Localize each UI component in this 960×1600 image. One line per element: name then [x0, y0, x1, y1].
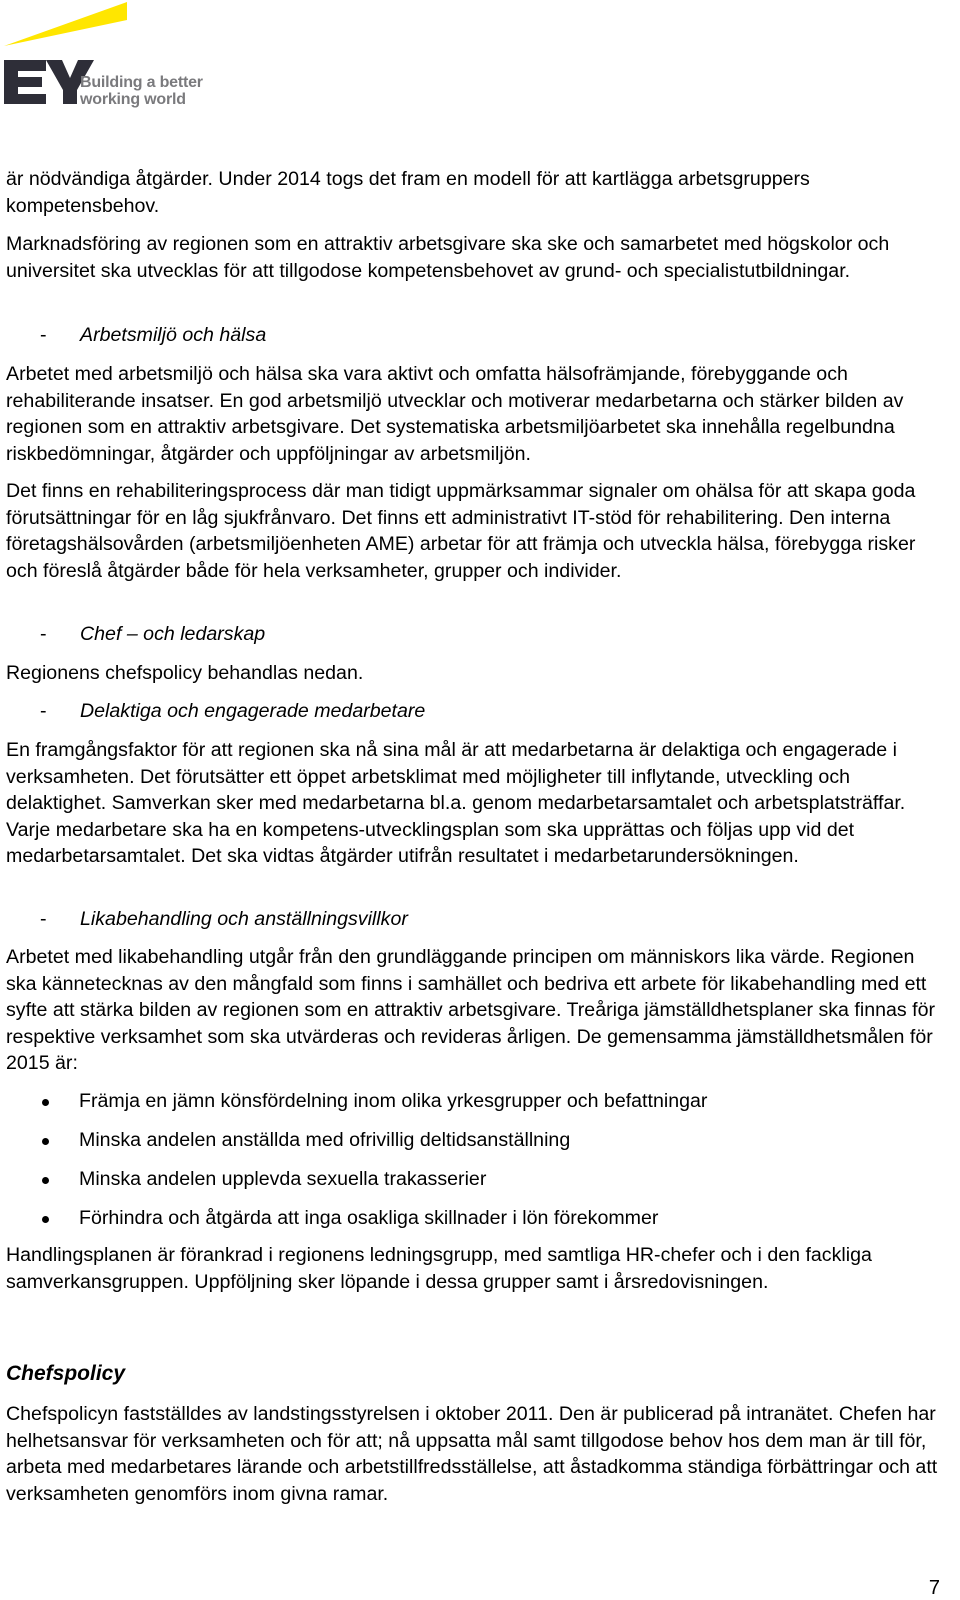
subheading-delaktiga-text: Delaktiga och engagerade medarbetare	[80, 700, 426, 722]
subheading-likabehandling-text: Likabehandling och anställningsvillkor	[80, 908, 408, 930]
logo-tagline	[80, 74, 203, 108]
list-item-text: Minska andelen anställda med ofrivillig deltidsanställning	[79, 1129, 571, 1151]
subheading-delaktiga: - Delaktiga och engagerade medarbetare	[40, 700, 426, 722]
paragraph-chefspolicy-ref: Regionens chefspolicy behandlas nedan.	[6, 662, 364, 684]
paragraph-rehabilitering: Det finns en rehabiliteringsprocess där man tidigt uppmärksammar signaler om ohälsa för att skapa goda förutsättningar för en låg sjukfrånvaro. Det finns ett administrativt IT-stöd för rehabilitering. Den interna företagshälsovården (arbetsmiljöenheten AME) arbetar för att främja och utveckla hälsa, förebygga risker och föreslå åtgärder både för hela verksamheter, grupper och individer.	[6, 480, 916, 582]
bullet-icon	[42, 1177, 49, 1184]
list-item-text: Förhindra och åtgärda att inga osakliga skillnader i lön förekommer	[79, 1207, 659, 1229]
subheading-arbetsmiljo-text: Arbetsmiljö och hälsa	[80, 324, 267, 346]
logo-tagline-line2: working world	[80, 91, 186, 108]
paragraph-delaktiga: En framgångsfaktor för att regionen ska nå sina mål är att medarbetarna är delaktiga och engagerade i verksamheten. Det förutsätter ett öppet arbetsklimat med möjligheter till inflytande, utveckling och delaktighet. Samverkan sker med medarbetarna bl.a. genom medarbetarsamtalet och arbetsplatsträffar. Varje medarbetare ska ha en kompetens-utvecklingsplan som ska upprättas och följas upp vid det medarbetarsamtalet. Det ska vidtas åtgärder utifrån resultatet i medarbetarundersökningen.	[6, 739, 906, 867]
section-heading-chefspolicy: Chefspolicy	[6, 1362, 126, 1385]
paragraph-likabehandling: Arbetet med likabehandling utgår från den grundläggande principen om människors lika värde. Regionen ska kännetecknas av den mångfald som finns i samhället och bedriva ett arbete för likabehandling med ett syfte att stärka bilden av regionen som en attraktiv arbetsgivare. Treåriga jämställdhetsplaner ska finnas för respektive verksamhet som ska utvärderas och revideras årligen. De gemensamma jämställdhetsmålen för 2015 är:	[6, 946, 935, 1074]
paragraph-handlingsplan: Handlingsplanen är förankrad i regionens ledningsgrupp, med samtliga HR-chefer och i den fackliga samverkansgruppen. Uppföljning sker löpande i dessa grupper samt i årsredovisningen.	[6, 1244, 872, 1293]
bullet-icon	[42, 1099, 49, 1106]
paragraph-intro: är nödvändiga åtgärder. Under 2014 togs det fram en modell för att kartlägga arbetsgruppers kompetensbehov.	[6, 168, 810, 217]
subheading-chef: - Chef – och ledarskap	[40, 623, 266, 645]
page-number: 7	[928, 1577, 940, 1599]
subheading-likabehandling: - Likabehandling och anställningsvillkor	[40, 908, 408, 930]
subheading-arbetsmiljo: - Arbetsmiljö och hälsa	[40, 324, 267, 346]
list-item-text: Minska andelen upplevda sexuella trakasserier	[79, 1168, 487, 1190]
bullet-icon	[42, 1216, 49, 1223]
subheading-chef-text: Chef – och ledarskap	[80, 623, 266, 645]
bullet-icon	[42, 1138, 49, 1145]
list-item-text: Främja en jämn könsfördelning inom olika yrkesgrupper och befattningar	[79, 1090, 708, 1112]
logo-tagline-line1: Building a better	[80, 74, 203, 91]
ey-logo	[0, 0, 230, 120]
paragraph-arbetsmiljo: Arbetet med arbetsmiljö och hälsa ska vara aktivt och omfatta hälsofrämjande, förebyggande och rehabiliterande insatser. En god arbetsmiljö utvecklar och motiverar medarbetarna och stärker bilden av regionen som en attraktiv arbetsgivare. Det systematiska arbetsmiljöarbetet ska innehålla regelbundna riskbedömningar, åtgärder och uppföljningar av arbetsmiljön.	[6, 363, 904, 465]
paragraph-marknadsforing: Marknadsföring av regionen som en attraktiv arbetsgivare ska ske och samarbetet med högskolor och universitet ska utvecklas för att tillgodose kompetensbehovet av grund- och specialistutbildningar.	[6, 233, 890, 282]
paragraph-chefspolicy: Chefspolicyn fastställdes av landstingsstyrelsen i oktober 2011. Den är publicerad på intranätet. Chefen har helhetsansvar för verksamheten och för att; nå uppsatta mål samt tillgodose behov hos dem man är till för, arbeta med medarbetares lärande och arbetstillfredsställelse, att åstadkomma ständiga förbättringar och att verksamheten genomförs inom givna ramar.	[6, 1403, 938, 1505]
